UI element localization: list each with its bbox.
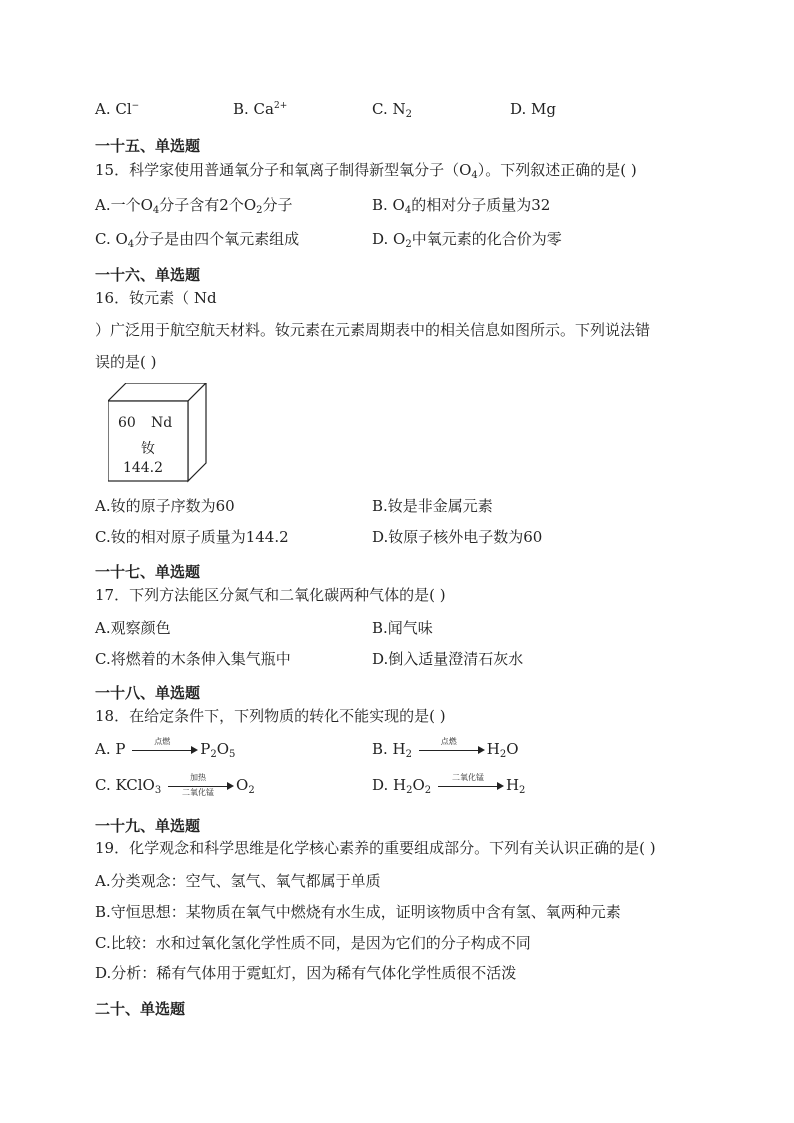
q14-option-b: B. $Ca^{2+}$ [233,100,288,118]
reaction-arrow: 加热 二氧化锰 [168,777,234,795]
q16-option-b: B.钕是非金属元素 [372,497,493,515]
q17-option-a: A.观察颜色 [95,619,171,637]
q19-option-b: B.守恒思想：某物质在氧气中燃烧有水生成，证明该物质中含有氢、氧两种元素 [95,903,621,921]
q19-heading: 一十九、单选题 [95,817,201,835]
q17-heading: 一十七、单选题 [95,563,201,581]
q18-option-c: C. KClO$_3$ 加热 二氧化锰 $O_2$ [95,773,255,797]
q19-stem: 19．化学观念和科学思维是化学核心素养的重要组成部分。下列有关认识正确的是( ) [95,839,656,857]
q16-stem-line1: 16．钕元素（ Nd [95,289,217,307]
q18-option-a: A. P 点燃 $P_2O_5$ [95,737,236,760]
reaction-arrow: 点燃 [419,741,485,759]
q19-option-a: A.分类观念：空气、氢气、氧气都属于单质 [95,872,381,890]
q14-option-d: D. Mg [510,100,556,118]
q16-option-d: D.钕原子核外电子数为60 [372,528,543,546]
q18-option-d: D. $H_2O_2$ 二氧化锰 $H_2$ [372,773,526,796]
q18-option-b: B. $H_2$ 点燃 $H_2O$ [372,737,519,760]
q16-option-c: C.钕的相对原子质量为144.2 [95,528,289,546]
q16-heading: 一十六、单选题 [95,266,201,284]
element-cube-figure [108,383,208,483]
q16-stem-line3: 误的是( ) [95,353,157,371]
cube-symbol: Nd [151,415,173,431]
q19-option-d: D.分析：稀有气体用于霓虹灯，因为稀有气体化学性质很不活泼 [95,964,517,982]
q15-option-a: A.一个$O_4$分子含有2个$O_2$分子 [95,196,293,216]
q17-option-d: D.倒入适量澄清石灰水 [372,650,524,668]
q14-option-a: A. Cl− [95,100,140,118]
q16-stem-line2: ）广泛用于航空航天材料。钕元素在元素周期表中的相关信息如图所示。下列说法错 [95,321,651,339]
q16-option-a: A.钕的原子序数为60 [95,497,235,515]
q15-option-d: D. $O_2$中氧元素的化合价为零 [372,230,562,250]
q17-stem: 17．下列方法能区分氮气和二氧化碳两种气体的是( ) [95,586,446,604]
q15-heading: 一十五、单选题 [95,137,201,155]
q15-option-c: C. $O_4$分子是由四个氧元素组成 [95,230,300,250]
q15-option-b: B. $O_4$的相对分子质量为32 [372,196,551,216]
reaction-arrow: 二氧化锰 [438,777,504,795]
reaction-arrow: 点燃 [132,741,198,759]
q19-option-c: C.比较：水和过氧化氢化学性质不同，是因为它们的分子构成不同 [95,934,531,952]
q18-heading: 一十八、单选题 [95,684,201,702]
q17-option-c: C.将燃着的木条伸入集气瓶中 [95,650,291,668]
q14-option-c: C. $N_2$ [372,100,412,120]
q18-stem: 18．在给定条件下，下列物质的转化不能实现的是( ) [95,707,446,725]
q17-option-b: B.闻气味 [372,619,433,637]
cube-atomic-number: 60 [118,415,136,431]
cube-atomic-mass: 144.2 [122,460,164,476]
cube-element-name: 钕 [141,441,155,457]
q15-stem: 15．科学家使用普通氧分子和氧离子制得新型氧分子$(O_4)$。下列叙述正确的是( ) [95,161,637,181]
q20-heading: 二十、单选题 [95,1000,186,1018]
